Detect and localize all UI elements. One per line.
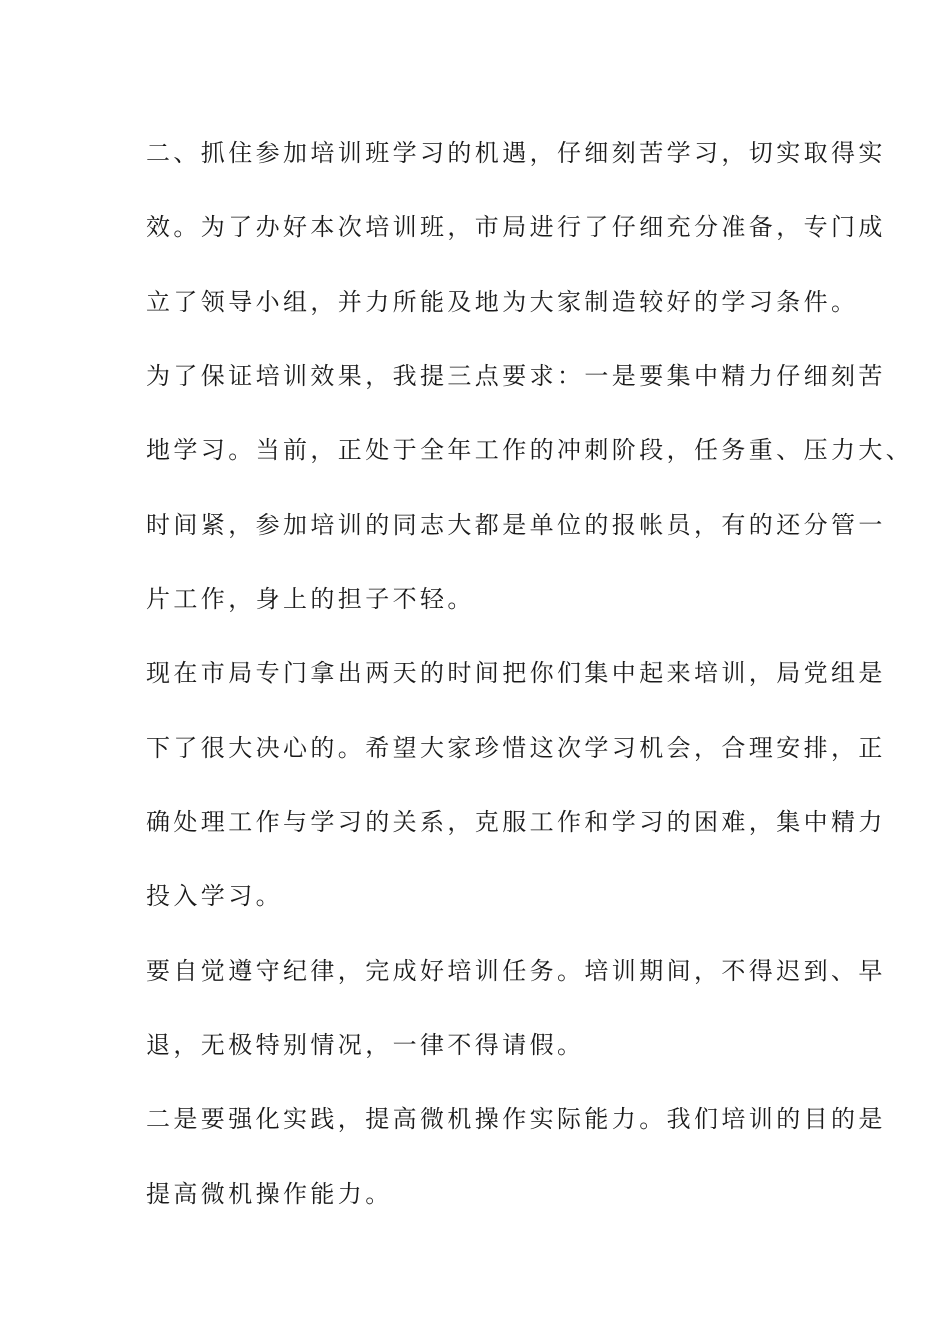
text-line: 时间紧，参加培训的同志大都是单位的报帐员，有的还分管一 <box>146 511 886 539</box>
text-line: 效。为了办好本次培训班，市局进行了仔细充分准备，专门成 <box>146 213 886 241</box>
text-line: 片工作，身上的担子不轻。 <box>146 585 475 613</box>
text-line: 地学习。当前，正处于全年工作的冲刺阶段，任务重、压力大、 <box>146 436 914 464</box>
text-line: 立了领导小组，并力所能及地为大家制造较好的学习条件。 <box>146 288 859 316</box>
text-line: 投入学习。 <box>146 882 283 910</box>
text-line: 为了保证培训效果，我提三点要求：一是要集中精力仔细刻苦 <box>146 362 886 390</box>
text-line: 下了很大决心的。希望大家珍惜这次学习机会，合理安排，正 <box>146 734 886 762</box>
text-line: 二是要强化实践，提高微机操作实际能力。我们培训的目的是 <box>146 1105 886 1133</box>
text-line: 要自觉遵守纪律，完成好培训任务。培训期间，不得迟到、早 <box>146 957 886 985</box>
text-line: 确处理工作与学习的关系，克服工作和学习的困难，集中精力 <box>146 808 886 836</box>
text-line: 提高微机操作能力。 <box>146 1180 393 1208</box>
text-line: 退，无极特别情况，一律不得请假。 <box>146 1031 585 1059</box>
text-line: 现在市局专门拿出两天的时间把你们集中起来培训，局党组是 <box>146 659 886 687</box>
text-line: 二、抓住参加培训班学习的机遇，仔细刻苦学习，切实取得实 <box>146 139 886 167</box>
